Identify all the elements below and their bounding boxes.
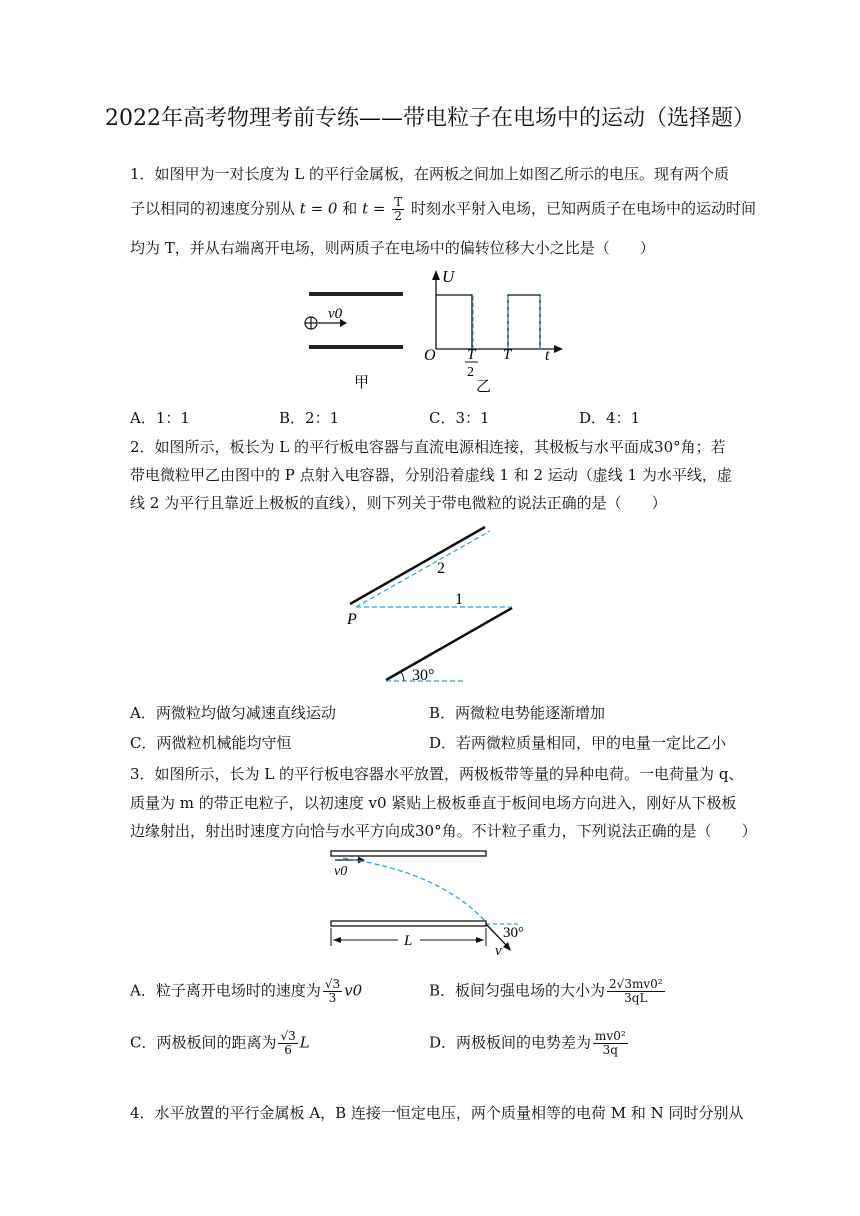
q3-a-num: √3 — [324, 977, 341, 991]
t-half-d: 2 — [467, 365, 474, 380]
q4-line1: 4．水平放置的平行金属板 A，B 连接一恒定电压，两个质量相等的电荷 M 和 N 同时分别从 — [130, 1104, 744, 1122]
q1-option-b: B．2：1 — [279, 409, 340, 427]
q3-c-den: 6 — [284, 1043, 292, 1057]
t-half-n: T — [467, 347, 476, 363]
q3-option-b — [429, 978, 667, 1005]
q1-and: 和 — [342, 199, 358, 218]
q1-frac-n: T — [394, 195, 403, 209]
yi-label: 乙 — [476, 379, 492, 395]
q3-option-b-frac — [607, 978, 665, 1005]
q3-line2: 质量为 m 的带正电粒子，以初速度 v0 紧贴上极板垂直于板间电场方向进入，刚好从下极板 — [130, 794, 737, 812]
q2-option-a: A．两微粒均做匀减速直线运动 — [130, 704, 336, 722]
q3-option-b-text: B．板间匀强电场的大小为 — [429, 981, 606, 1000]
q3-d-den: 3q — [602, 1043, 618, 1057]
q1-line2-a: 子以相同的初速度分别从 — [130, 199, 296, 218]
t-period-label: T — [503, 347, 512, 363]
q3-option-d — [429, 1030, 630, 1057]
q3-a-tail: v0 — [344, 981, 363, 1000]
q1-t-eq: t = — [362, 199, 386, 218]
q1-option-a: A．1：1 — [130, 409, 190, 427]
q3-angle-label: 30° — [503, 925, 524, 941]
q1-t0: t = 0 — [299, 199, 338, 218]
q3-option-c-frac — [278, 1030, 297, 1057]
q1-option-c: C．3：1 — [429, 409, 490, 427]
q3-b-num: 2√3mv0² — [609, 977, 663, 991]
q3-option-a — [130, 978, 362, 1005]
q3-d-num: mv0² — [595, 1029, 626, 1043]
q3-option-c-text: C．两极板间的距离为 — [130, 1033, 277, 1052]
q2-line2: 带电微粒甲乙由图中的 P 点射入电容器，分别沿着虚线 1 和 2 运动（虚线 1 为水平线，虚 — [130, 466, 732, 484]
q1-option-d: D．4：1 — [579, 409, 641, 427]
q2-line3: 线 2 为平行且靠近上极板的直线），则下列关于带电微粒的说法正确的是（ ） — [130, 494, 667, 512]
q2-option-d: D．若两微粒质量相同，甲的电量一定比乙小 — [429, 734, 727, 752]
q3-line3: 边缘射出，射出时速度方向恰与水平方向成30°角。不计粒子重力，下列说法正确的是（ ） — [130, 822, 757, 840]
q3-v-label: v — [495, 943, 502, 959]
q2-label-2: 2 — [437, 560, 445, 577]
q1-line3: 均为 T，并从右端离开电场，则两质子在电场中的偏转位移大小之比是（ ） — [130, 239, 655, 257]
jia-label: 甲 — [354, 375, 370, 391]
q2-angle-label: 30° — [412, 667, 435, 684]
jia-v0-label: v0 — [328, 306, 343, 322]
u-label: U — [442, 267, 455, 286]
q3-upper-plate — [331, 851, 486, 856]
q2-option-b: B．两微粒电势能逐渐增加 — [429, 704, 606, 722]
q3-trajectory — [343, 858, 486, 922]
q2-label-1: 1 — [455, 591, 463, 608]
q2-point-p: P — [347, 611, 357, 628]
q3-a-den: 3 — [328, 991, 337, 1005]
q3-c-tail: L — [299, 1033, 310, 1052]
q1-line1: 1．如图甲为一对长度为 L 的平行金属板，在两板之间加上如图乙所示的电压。现有两个质 — [130, 165, 730, 183]
q2-option-c: C．两微粒机械能均守恒 — [130, 734, 292, 752]
q1-line2-b: 时刻水平射入电场，已知两质子在电场中的运动时间 — [411, 199, 757, 218]
q3-option-a-frac — [323, 978, 342, 1005]
q3-option-d-frac — [593, 1030, 628, 1057]
q3-v0-label: v0 — [334, 864, 348, 879]
q2-line1: 2．如图所示，板长为 L 的平行板电容器与直流电源相连接，其极板与水平面成30°角；若 — [130, 438, 726, 456]
q3-c-num: √3 — [280, 1029, 296, 1043]
q3-b-den: 3qL — [624, 991, 648, 1005]
q3-option-a-text: A．粒子离开电场时的速度为 — [130, 981, 321, 1000]
q3-option-d-text: D．两极板间的电势差为 — [429, 1033, 592, 1052]
origin-label: O — [424, 347, 436, 364]
q3-line1: 3．如图所示，长为 L 的平行板电容器水平放置，两极板带等量的异种电荷。一电荷量为 q、 — [130, 765, 744, 783]
q3-option-c — [130, 1030, 310, 1057]
document-title: 2022年高考物理考前专练——带电粒子在电场中的运动（选择题） — [105, 106, 755, 131]
q1-frac-d: 2 — [394, 209, 403, 223]
q3-length-label: L — [404, 933, 413, 949]
q3-lower-plate — [331, 921, 486, 926]
t-axis-label: t — [545, 347, 550, 364]
